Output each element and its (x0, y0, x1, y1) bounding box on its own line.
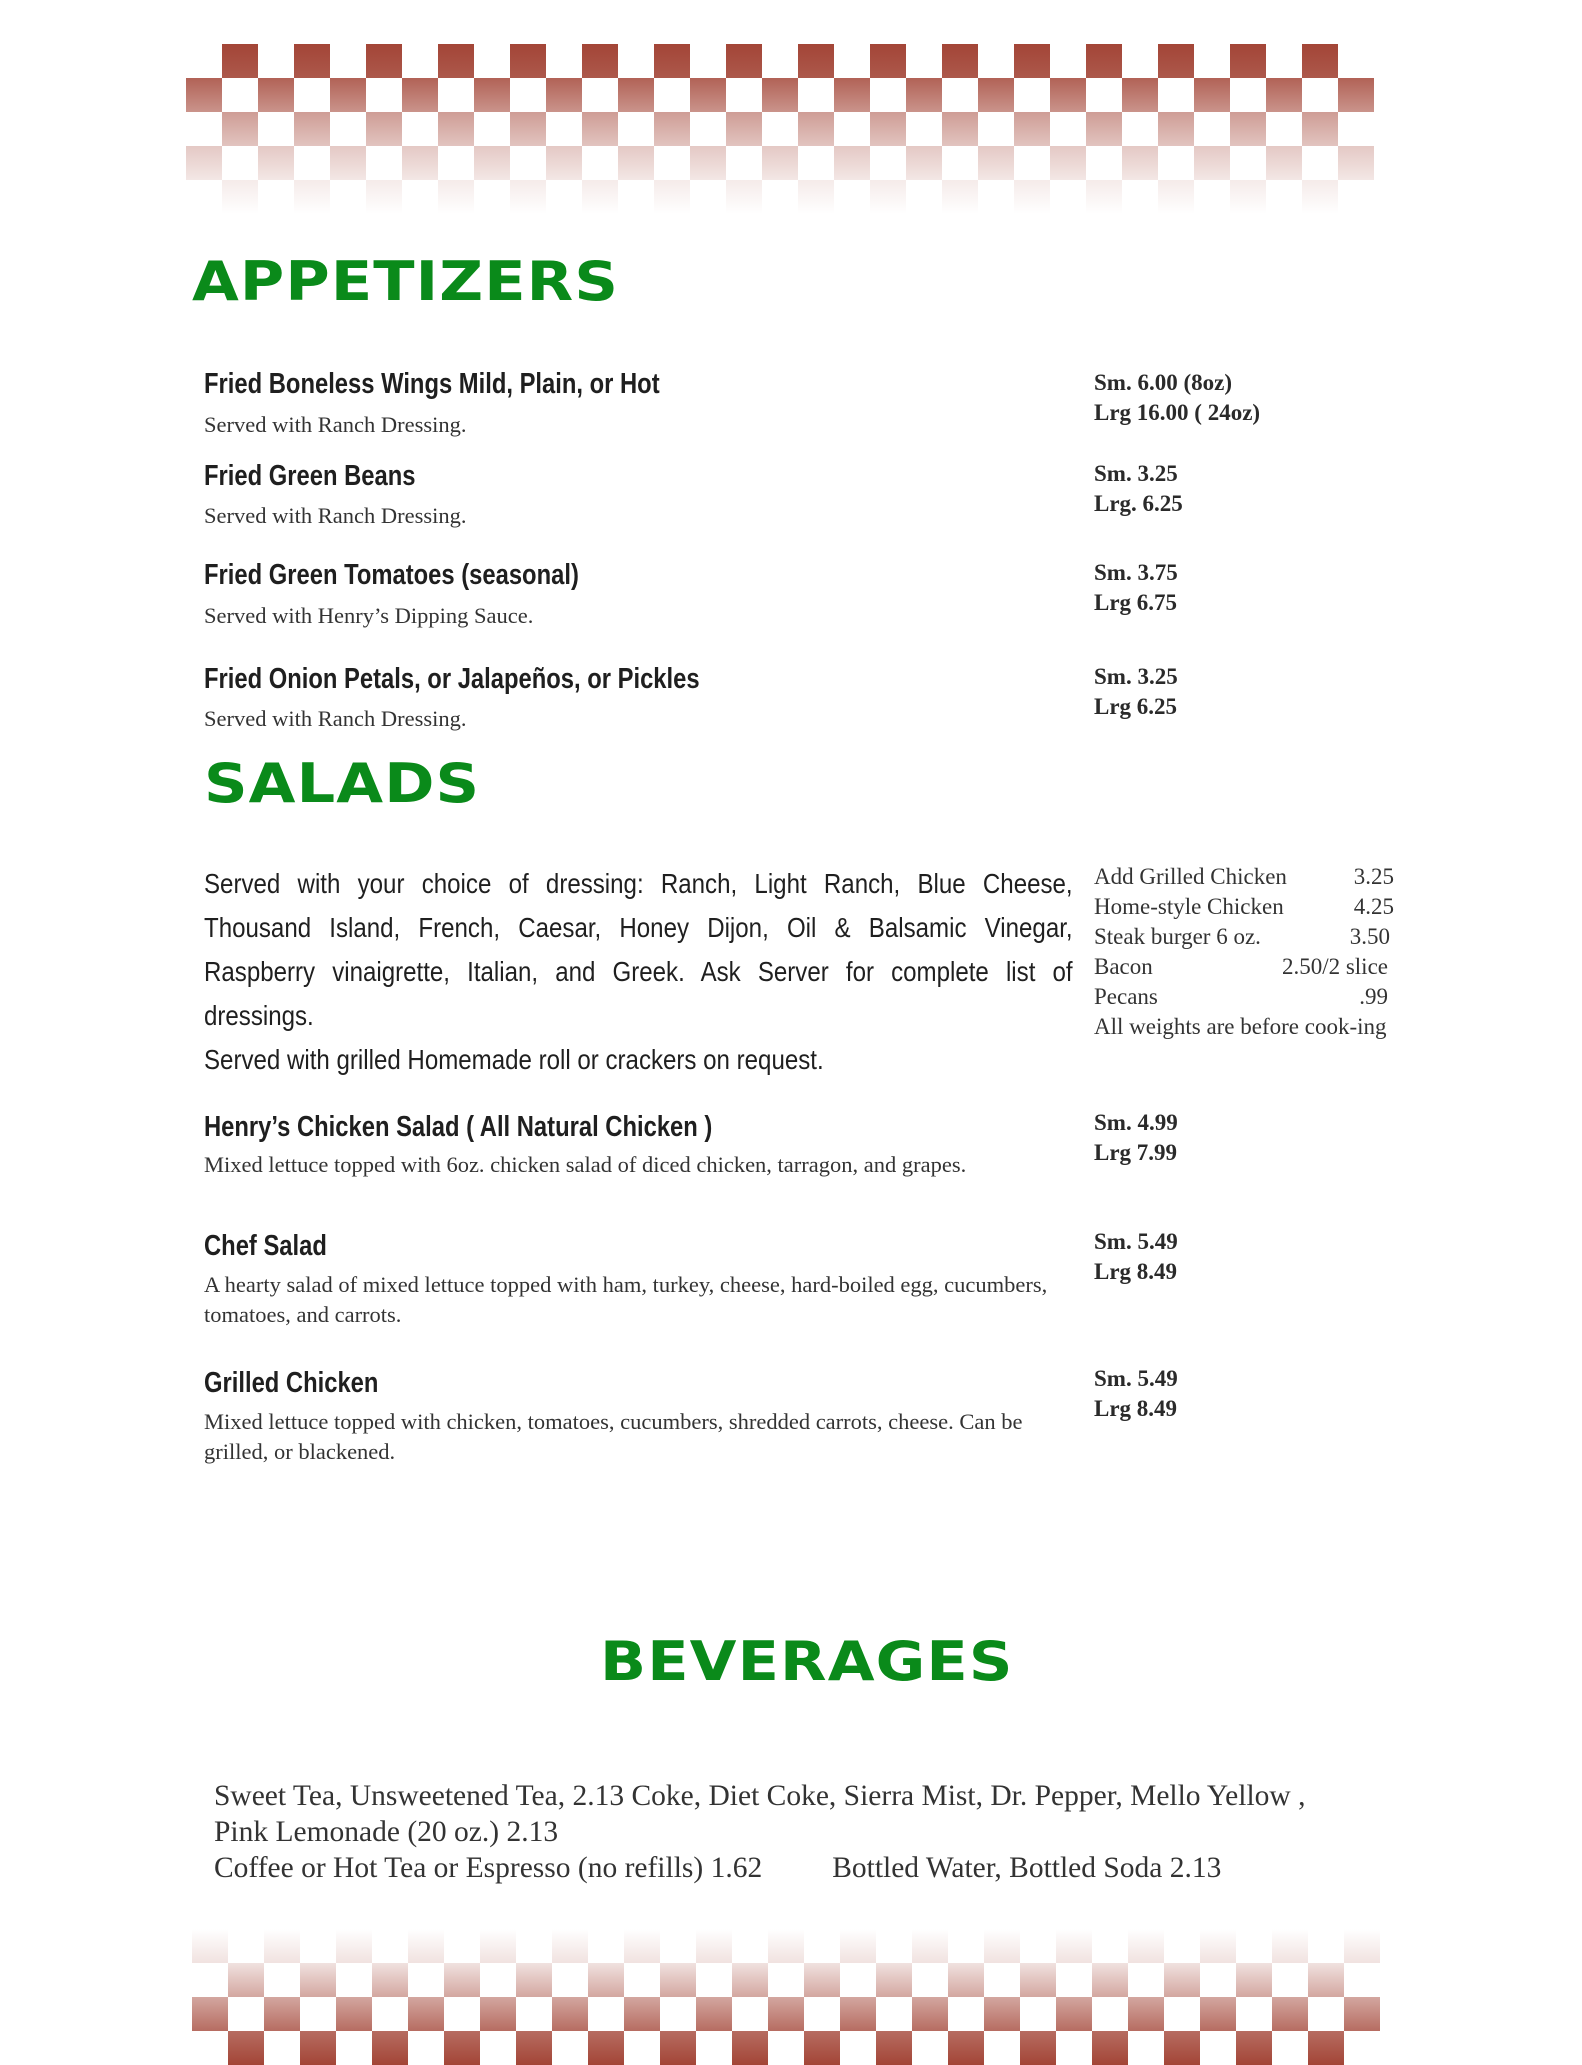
checker-square (300, 2031, 336, 2065)
salad-addons (1094, 862, 1394, 1042)
checker-square (696, 1997, 732, 2031)
checker-square (1266, 146, 1302, 180)
checker-square (438, 112, 474, 146)
addon-label: Add Grilled Chicken (1094, 864, 1287, 889)
addon-price: 3.25 (1353, 864, 1394, 889)
checker-square (186, 146, 222, 180)
checker-square (1164, 2031, 1200, 2065)
checker-square (366, 44, 402, 78)
checker-square (798, 44, 834, 78)
checker-square (510, 112, 546, 146)
checker-square (618, 146, 654, 180)
addon-row (1094, 982, 1394, 1012)
checker-square (1302, 44, 1338, 78)
checker-square (1266, 78, 1302, 112)
salad-item-price (1094, 1364, 1178, 1424)
checker-square (588, 1963, 624, 1997)
checker-square (294, 44, 330, 78)
checker-square (618, 78, 654, 112)
salad-item-desc: A hearty salad of mixed lettuce topped with ham, turkey, cheese, hard-boiled egg, cucumbers, tomatoes, and carrots. (204, 1272, 1048, 1327)
appetizer-item-desc: Served with Ranch Dressing. (204, 503, 467, 528)
price-large: Lrg 7.99 (1094, 1140, 1178, 1165)
checker-square (1194, 78, 1230, 112)
checker-square (444, 1963, 480, 1997)
checker-square (1230, 44, 1266, 78)
checker-square (546, 146, 582, 180)
checker-square (768, 1929, 804, 1963)
salad-item-name: Grilled Chicken (204, 1367, 379, 1399)
checker-square (444, 2031, 480, 2065)
price-small: Sm. 3.25 (1094, 461, 1178, 486)
checker-square (1230, 112, 1266, 146)
checker-square (330, 78, 366, 112)
checker-square (516, 1963, 552, 1997)
checker-square (942, 180, 978, 214)
checker-square (258, 146, 294, 180)
checker-square (840, 1997, 876, 2031)
beverages-heading: BEVERAGES (600, 1630, 1014, 1693)
beverages-bottled: Bottled Water, Bottled Soda 2.13 (832, 1852, 1222, 1884)
checker-square (1092, 1963, 1128, 1997)
salad-item-price (1094, 1227, 1178, 1287)
checker-square (978, 146, 1014, 180)
checker-square (408, 1929, 444, 1963)
checker-square (510, 44, 546, 78)
checker-square (300, 1963, 336, 1997)
price-small: Sm. 4.99 (1094, 1110, 1178, 1135)
checker-square (1308, 1963, 1344, 1997)
checker-square (624, 1997, 660, 2031)
addon-label: Steak burger 6 oz. (1094, 924, 1261, 949)
checker-square (330, 146, 366, 180)
checker-square (1344, 1997, 1380, 2031)
checker-square (798, 112, 834, 146)
salad-intro-roll: Served with grilled Homemade roll or crackers on request. (204, 1044, 824, 1075)
checker-square (1092, 2031, 1128, 2065)
addon-label: Bacon (1094, 954, 1153, 979)
checker-square (690, 146, 726, 180)
checker-square (1020, 2031, 1056, 2065)
price-large: Lrg. 6.25 (1094, 491, 1183, 516)
checker-square (222, 180, 258, 214)
appetizer-item-desc: Served with Ranch Dressing. (204, 412, 467, 437)
checker-square (186, 78, 222, 112)
checker-square (1056, 1929, 1092, 1963)
checker-square (336, 1997, 372, 2031)
checker-square (264, 1929, 300, 1963)
appetizers-heading: APPETIZERS (192, 250, 620, 313)
checker-square (366, 180, 402, 214)
price-large: Lrg 8.49 (1094, 1396, 1178, 1421)
checker-square (654, 44, 690, 78)
addon-label: Pecans (1094, 984, 1158, 1009)
price-large: Lrg 6.25 (1094, 694, 1178, 719)
price-large: Lrg 6.75 (1094, 590, 1178, 615)
addon-row (1094, 952, 1394, 982)
checker-square (840, 1929, 876, 1963)
checker-square (876, 2031, 912, 2065)
addon-price: .99 (1359, 984, 1388, 1009)
checker-square (228, 2031, 264, 2065)
checker-square (438, 180, 474, 214)
checker-square (1200, 1929, 1236, 1963)
checker-square (984, 1929, 1020, 1963)
checker-square (264, 1997, 300, 2031)
price-large: Lrg 8.49 (1094, 1259, 1178, 1284)
price-small: Sm. 3.75 (1094, 560, 1178, 585)
checker-square (1230, 180, 1266, 214)
addon-price: 4.25 (1353, 894, 1394, 919)
checker-square (294, 112, 330, 146)
beverages-line: Sweet Tea, Unsweetened Tea, 2.13 Coke, Diet Coke, Sierra Mist, Dr. Pepper, Mello Yellow , (214, 1780, 1306, 1812)
checker-square (804, 1963, 840, 1997)
checker-square (192, 1997, 228, 2031)
salad-item-name: Chef Salad (204, 1230, 327, 1262)
checker-square (546, 78, 582, 112)
checker-square (1338, 146, 1374, 180)
checker-square (408, 1997, 444, 2031)
checker-square (372, 2031, 408, 2065)
checker-square (1128, 1997, 1164, 2031)
checker-square (192, 1929, 228, 1963)
checker-square (798, 180, 834, 214)
checker-square (1158, 112, 1194, 146)
checker-square (1344, 1929, 1380, 1963)
checker-square (474, 146, 510, 180)
checker-square (372, 1963, 408, 1997)
addon-row (1094, 922, 1394, 952)
checker-square (1014, 44, 1050, 78)
checker-square (906, 78, 942, 112)
checker-square (870, 112, 906, 146)
checker-square (1338, 78, 1374, 112)
checker-square (834, 78, 870, 112)
checker-square (762, 78, 798, 112)
appetizer-item-price (1094, 662, 1178, 722)
appetizer-item-name: Fried Boneless Wings Mild, Plain, or Hot (204, 368, 660, 400)
checker-square (1272, 1929, 1308, 1963)
checker-square (984, 1997, 1020, 2031)
salad-intro-dressings: Served with your choice of dressing: Ranch, Light Ranch, Blue Cheese, Thousand Island, French, Caesar, Honey Dijon, Oil & Balsamic Vinegar, Raspberry vinaigrette, Italian, and Greek. Ask Server for complete list of dressings. (204, 868, 1073, 1031)
beverages-line: Pink Lemonade (20 oz.) 2.13 (214, 1816, 559, 1848)
addon-label: Home-style Chicken (1094, 894, 1284, 919)
appetizer-item-name: Fried Green Beans (204, 460, 416, 492)
checker-square (1122, 78, 1158, 112)
checker-square (1200, 1997, 1236, 2031)
checkered-border-top (186, 44, 1398, 214)
appetizer-item-price (1094, 368, 1260, 428)
price-small: Sm. 5.49 (1094, 1366, 1178, 1391)
checker-square (690, 78, 726, 112)
checker-square (294, 180, 330, 214)
checker-square (1014, 180, 1050, 214)
appetizer-item-desc: Served with Ranch Dressing. (204, 706, 467, 731)
checker-square (1014, 112, 1050, 146)
checker-square (582, 180, 618, 214)
checker-square (870, 44, 906, 78)
addon-row (1094, 862, 1394, 892)
salad-item-price (1094, 1108, 1178, 1168)
checker-square (1158, 180, 1194, 214)
checker-square (942, 112, 978, 146)
salads-heading: SALADS (204, 752, 481, 815)
checker-square (582, 112, 618, 146)
price-small: Sm. 5.49 (1094, 1229, 1178, 1254)
addon-row (1094, 892, 1394, 922)
appetizer-item-name: Fried Onion Petals, or Jalapeños, or Pickles (204, 663, 700, 695)
checker-square (732, 2031, 768, 2065)
checker-square (726, 112, 762, 146)
checker-square (1158, 44, 1194, 78)
checker-square (1122, 146, 1158, 180)
appetizer-item-desc: Served with Henry’s Dipping Sauce. (204, 603, 534, 628)
checker-square (912, 1929, 948, 1963)
addon-price: 3.50 (1349, 924, 1390, 949)
checker-square (1308, 2031, 1344, 2065)
checker-square (654, 112, 690, 146)
checker-square (222, 112, 258, 146)
checker-square (1086, 44, 1122, 78)
checker-square (1164, 1963, 1200, 1997)
checker-square (906, 146, 942, 180)
checker-square (402, 78, 438, 112)
checker-square (1020, 1963, 1056, 1997)
price-small: Sm. 6.00 (8oz) (1094, 370, 1232, 395)
checker-square (1236, 2031, 1272, 2065)
beverages-list (214, 1778, 1444, 1886)
addon-price: 2.50/2 slice (1281, 954, 1388, 979)
checker-square (588, 2031, 624, 2065)
appetizer-item-price (1094, 558, 1178, 618)
checker-square (624, 1929, 660, 1963)
checker-square (660, 2031, 696, 2065)
salad-item-desc: Mixed lettuce topped with 6oz. chicken salad of diced chicken, tarragon, and grapes. (204, 1152, 967, 1177)
checker-square (654, 180, 690, 214)
checker-square (552, 1997, 588, 2031)
checker-square (1128, 1929, 1164, 1963)
checker-square (222, 44, 258, 78)
checker-square (1056, 1997, 1092, 2031)
checker-square (1050, 78, 1086, 112)
checker-square (480, 1929, 516, 1963)
checker-square (834, 146, 870, 180)
price-large: Lrg 16.00 ( 24oz) (1094, 400, 1261, 425)
checker-square (912, 1997, 948, 2031)
checker-square (552, 1929, 588, 1963)
price-small: Sm. 3.25 (1094, 664, 1178, 689)
checker-square (366, 112, 402, 146)
checker-square (1194, 146, 1230, 180)
checker-square (480, 1997, 516, 2031)
checkered-border-bottom (192, 1929, 1404, 2065)
checker-square (1050, 146, 1086, 180)
checker-square (660, 1963, 696, 1997)
salad-dressing-intro (204, 862, 1073, 1082)
beverages-hot-drinks: Coffee or Hot Tea or Espresso (no refills) 1.62 (214, 1852, 763, 1884)
checker-square (402, 146, 438, 180)
salad-item-desc: Mixed lettuce topped with chicken, tomatoes, cucumbers, shredded carrots, cheese. Can be grilled, or blackened. (204, 1409, 1023, 1464)
checker-square (978, 78, 1014, 112)
salad-item-name: Henry’s Chicken Salad ( All Natural Chicken ) (204, 1111, 713, 1143)
checker-square (696, 1929, 732, 1963)
beverages-line (214, 1850, 1444, 1886)
appetizer-item-price (1094, 459, 1183, 519)
checker-square (732, 1963, 768, 1997)
checker-square (768, 1997, 804, 2031)
checker-square (516, 2031, 552, 2065)
checker-square (804, 2031, 840, 2065)
checker-square (474, 78, 510, 112)
checker-square (948, 1963, 984, 1997)
checker-square (1086, 180, 1122, 214)
checker-square (942, 44, 978, 78)
checker-square (870, 180, 906, 214)
checker-square (1236, 1963, 1272, 1997)
checker-square (1302, 180, 1338, 214)
addon-weight-note: All weights are before cook-ing (1094, 1014, 1387, 1039)
checker-square (948, 2031, 984, 2065)
checker-square (228, 1963, 264, 1997)
checker-square (582, 44, 618, 78)
checker-square (336, 1929, 372, 1963)
checker-square (438, 44, 474, 78)
checker-square (1272, 1997, 1308, 2031)
checker-square (726, 44, 762, 78)
checker-square (876, 1963, 912, 1997)
checker-square (510, 180, 546, 214)
appetizer-item-name: Fried Green Tomatoes (seasonal) (204, 559, 579, 591)
checker-square (762, 146, 798, 180)
checker-square (1086, 112, 1122, 146)
checker-square (726, 180, 762, 214)
checker-square (1302, 112, 1338, 146)
checker-square (258, 78, 294, 112)
